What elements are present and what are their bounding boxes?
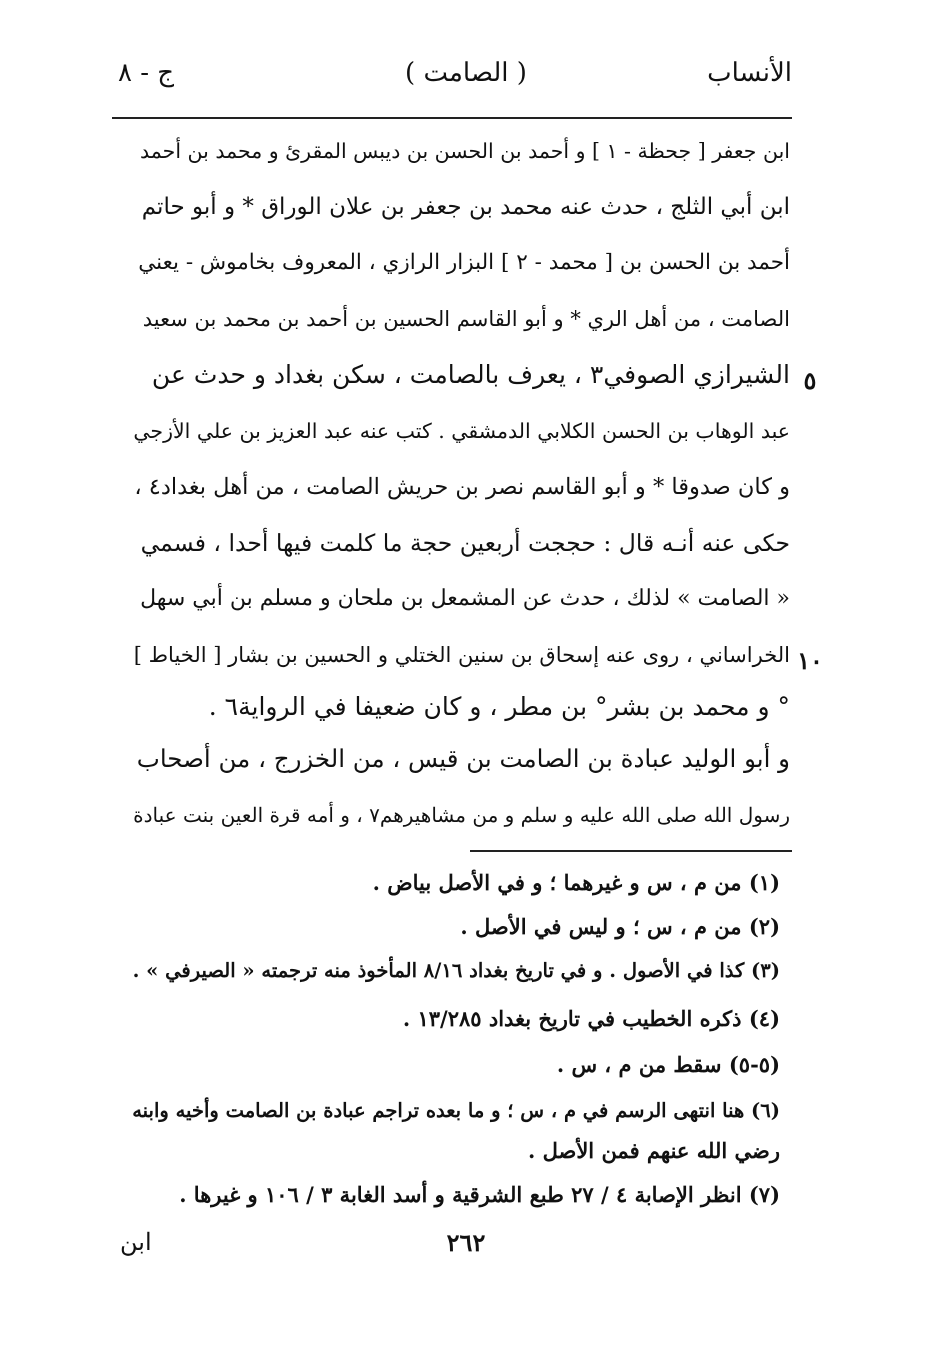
volume-label: ج - ٨ <box>118 58 175 88</box>
body-line: ° و محمد بن بشر° بن مطر ، و كان ضعيفا في الرواية٦ . <box>208 692 790 721</box>
body-line: الشيرازي الصوفي٣ ، يعرف بالصامت ، سكن بغداد و حدث عن <box>151 360 790 389</box>
footnote: رضي الله عنهم فمن الأصل . <box>527 1138 780 1163</box>
body-line: رسول الله صلى الله عليه و سلم و من مشاهيرهم٧ ، و أمه قرة العين بنت عبادة <box>133 803 790 827</box>
footnote: (٣) كذا في الأصول . و في تاريخ بغداد ٨/١٦ المأخوذ منه ترجمته « الصيرفي » . <box>132 959 780 982</box>
body-line: ابن جعفر [ جحظة - ١ ] و أحمد بن الحسن بن ديبس المقرئ و محمد بن أحمد <box>140 139 790 163</box>
body-line: الخراساني ، روى عنه إسحاق بن سنين الختلي و الحسين بن بشار [ الخياط ] <box>133 643 790 667</box>
footnote: (٦) هنا انتهى الرسم في م ، س ؛ و ما بعده تراجم عبادة بن الصامت وأخيه وابنه <box>132 1099 780 1122</box>
footnote: (٥-٥) سقط من م ، س . <box>556 1052 780 1077</box>
footnote-rule <box>470 850 792 852</box>
footnote: (٧) انظر الإصابة ٤ / ٢٧ طبع الشرقية و أسد الغابة ٣ / ١٠٦ و غيرها . <box>179 1182 780 1207</box>
body-line: عبد الوهاب بن الحسن الكلابي الدمشقي . كتب عنه عبد العزيز بن علي الأزجي <box>133 419 790 443</box>
page-number: ٢٦٢ <box>446 1228 486 1257</box>
body-line: و كان صدوقا * و أبو القاسم نصر بن حريش الصامت ، من أهل بغداد٤ ، <box>134 474 790 500</box>
catchword: ابن <box>120 1228 152 1256</box>
footnote: (٢) من م ، س ؛ و ليس في الأصل . <box>460 914 780 939</box>
book-title: الأنساب <box>707 58 792 88</box>
body-line: أحمد بن الحسن بن [ محمد - ٢ ] البزار الرازي ، المعروف بخاموش - يعني <box>138 250 790 275</box>
body-line: و أبو الوليد عبادة بن الصامت بن قيس ، من الخزرج ، من أصحاب <box>136 744 790 773</box>
footnote: (٤) ذكره الخطيب في تاريخ بغداد ١٣/٢٨٥ . <box>402 1006 780 1031</box>
body-line: الصامت ، من أهل الري * و أبو القاسم الحسين بن أحمد بن محمد بن سعيد <box>142 307 790 331</box>
body-line: « الصامت » لذلك ، حدث عن المشمعل بن ملحان و مسلم بن أبي سهل <box>140 586 790 611</box>
header-rule <box>112 117 792 119</box>
body-line: ابن أبي الثلج ، حدث عنه محمد بن جعفر بن علان الوراق * و أبو حاتم <box>141 194 790 220</box>
line-number-5: ٥ <box>803 366 817 395</box>
footnote: (١) من م ، س و غيرهما ؛ و في الأصل بياض . <box>372 870 780 895</box>
body-line: حكى عنه أنـه قال : حججت أربعين حجة ما كلمت فيها أحدا ، فسمي <box>140 529 790 557</box>
line-number-10: ١٠ <box>797 646 823 675</box>
page-title: ( الصامت ) <box>405 58 527 88</box>
